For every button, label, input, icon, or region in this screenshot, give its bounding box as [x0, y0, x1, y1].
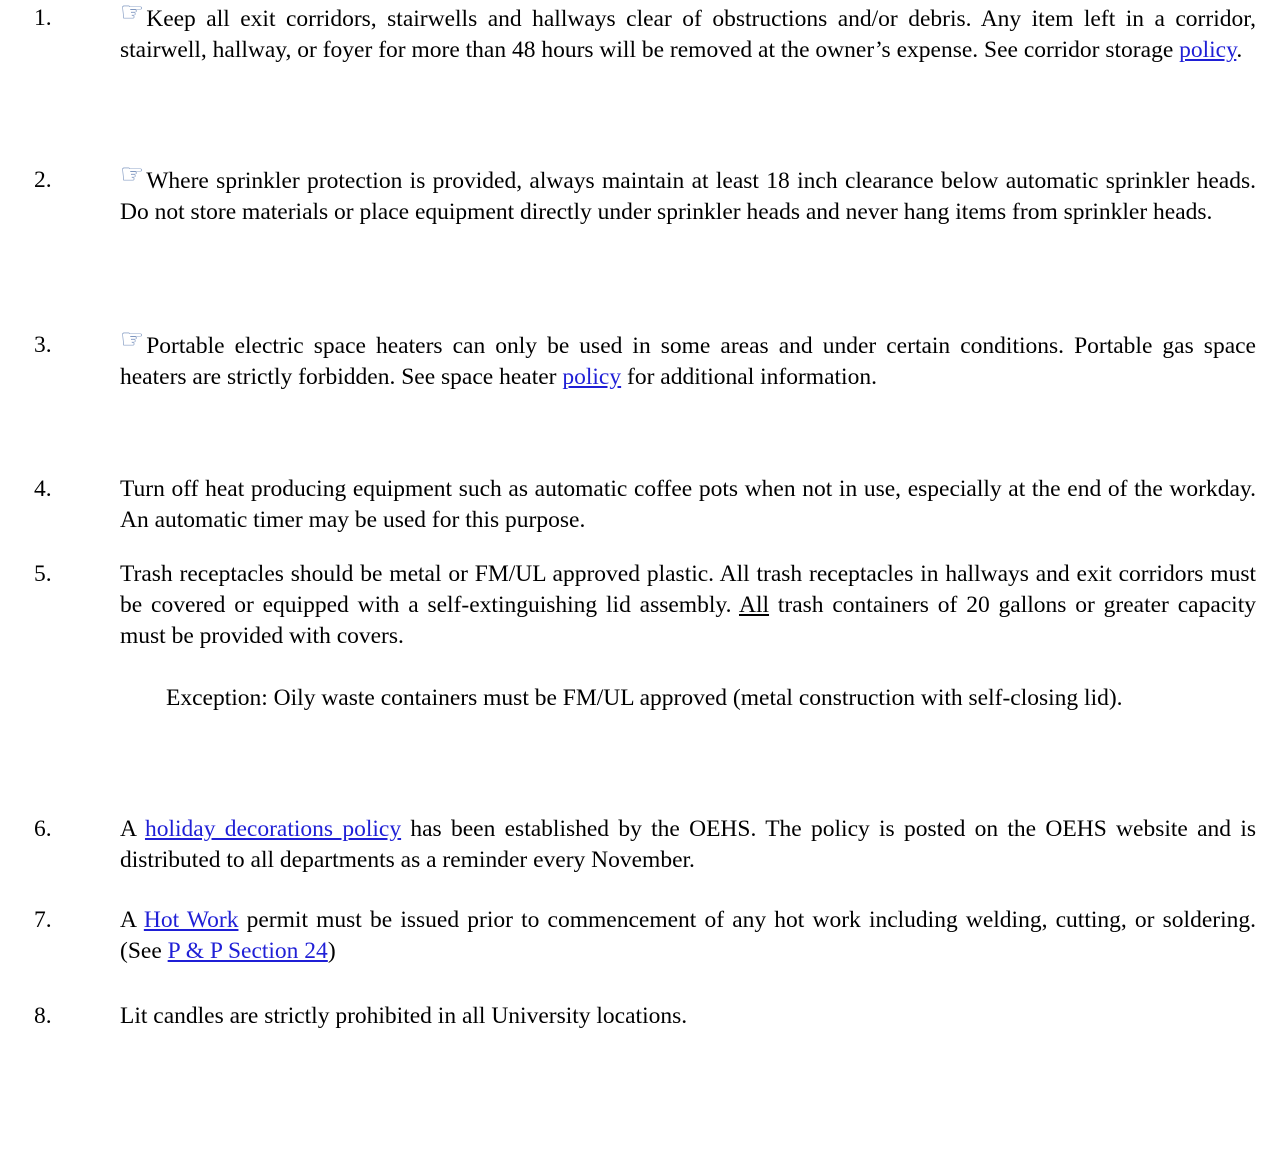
- item-number: 8.: [34, 1003, 52, 1029]
- item-text: ☞Where sprinkler protection is provided, always maintain at least 18 inch clearance below automatic sprinkler heads. Do not store materials or place equipment directly under sprinkler heads and never hang items from sprinkler heads.: [120, 159, 1256, 225]
- item-text: Turn off heat producing equipment such as automatic coffee pots when not in use, especially at the end of the workday. An automatic timer may be used for this purpose.: [120, 476, 1256, 533]
- item-text: ☞Keep all exit corridors, stairwells and hallways clear of obstructions and/or debris. Any item left in a corridor, stairwell, hallway, or foyer for more than 48 hours will be removed at the owner’s expense. See corridor storage policy.: [120, 0, 1256, 63]
- item-text: A Hot Work permit must be issued prior to commencement of any hot work including welding, cutting, or soldering. (See P & P Section 24): [120, 907, 1256, 964]
- item-text: A holiday decorations policy has been established by the OEHS. The policy is posted on the OEHS website and is distributed to all departments as a reminder every November.: [120, 816, 1256, 873]
- pointing-hand-icon: ☞: [120, 159, 145, 190]
- corridor-storage-policy-link[interactable]: policy: [1179, 37, 1237, 63]
- item-number: 7.: [34, 907, 52, 933]
- space-heater-policy-link[interactable]: policy: [562, 364, 622, 390]
- item-number: 4.: [34, 476, 52, 502]
- pointing-hand-icon: ☞: [120, 0, 145, 28]
- pp-section-24-link[interactable]: P & P Section 24: [167, 938, 328, 964]
- emphasis-all: All: [739, 592, 770, 618]
- item-number: 2.: [34, 167, 52, 193]
- hot-work-link[interactable]: Hot Work: [143, 907, 239, 933]
- item-number: 6.: [34, 816, 52, 842]
- item-text: ☞Portable electric space heaters can only be used in some areas and under certain conditions. Portable gas space heaters are strictly forbidden. See space heater policy for additional information.: [120, 324, 1256, 390]
- pointing-hand-icon: ☞: [120, 324, 145, 355]
- holiday-decorations-policy-link[interactable]: holiday decorations policy: [144, 816, 402, 842]
- item-number: 1.: [34, 5, 52, 31]
- item-number: 3.: [34, 332, 52, 358]
- item-number: 5.: [34, 561, 52, 587]
- item-text: Lit candles are strictly prohibited in all University locations.: [120, 1003, 688, 1029]
- item-text: Trash receptacles should be metal or FM/UL approved plastic. All trash receptacles in hallways and exit corridors must be covered or equipped with a self-extinguishing lid assembly. All trash containers of 20 gallons or greater capacity must be provided with covers.: [120, 561, 1256, 649]
- exception-note: Exception: Oily waste containers must be FM/UL approved (metal construction with self-closing lid).: [166, 685, 1123, 711]
